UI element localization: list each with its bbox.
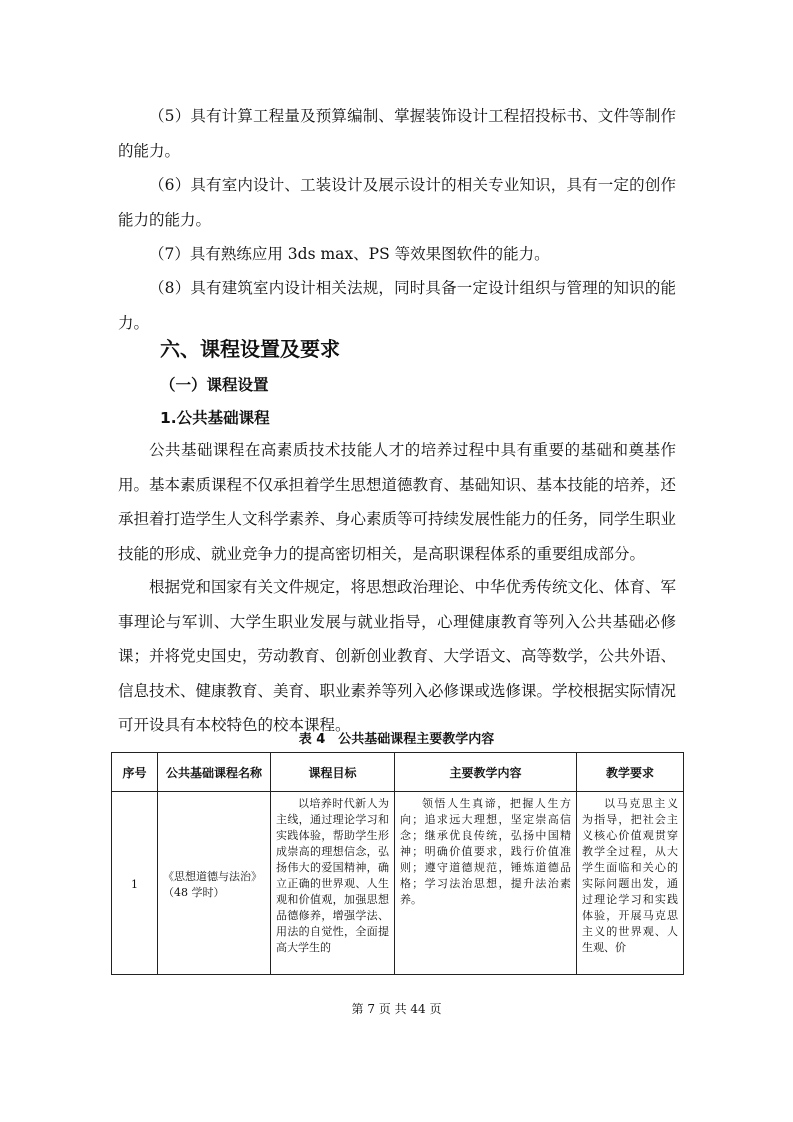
header-num: 序号 bbox=[112, 753, 158, 792]
body-paragraph-1: 公共基础课程在高素质技术技能人才的培养过程中具有重要的基础和奠基作用。基本素质课程不仅承担着学生思想道德教育、基础知识、基本技能的培养，还承担着打造学生人文科学素养、身心素质等可持续发展性能力的任务，同学生职业技能的形成、就业竞争力的提高密切相关，是高职课程体系的重要组成部分。 bbox=[118, 441, 677, 563]
cell-requirement: 以马克思主义为指导，把社会主义核心价值观贯穿教学全过程，从大学生面临和关心的实际问题出发，通过理论学习和实践体验，开展马克思主义的世界观、人生观、价 bbox=[577, 792, 684, 975]
table-caption: 表 4 公共基础课程主要教学内容 bbox=[298, 732, 495, 747]
ability-item-5: （5）具有计算工程量及预算编制、掌握装饰设计工程招投标书、文件等制作的能力。 bbox=[118, 107, 676, 160]
cell-course-name: 《思想道德与法治》（48 学时） bbox=[158, 792, 271, 975]
subsubsection-heading: 1.公共基础课程 bbox=[160, 409, 270, 427]
page-footer: 第 7 页 共 44 页 bbox=[351, 1002, 442, 1016]
course-table bbox=[111, 752, 684, 975]
header-requirement: 教学要求 bbox=[577, 753, 684, 792]
ability-item-6: （6）具有室内设计、工装设计及展示设计的相关专业知识，具有一定的创作能力的能力。 bbox=[118, 176, 676, 229]
table-header-row bbox=[112, 753, 684, 792]
cell-num: 1 bbox=[112, 792, 158, 975]
section-heading: 六、课程设置及要求 bbox=[160, 337, 340, 361]
table-row bbox=[112, 792, 684, 975]
header-content: 主要教学内容 bbox=[395, 753, 577, 792]
cell-content: 领悟人生真谛，把握人生方向；追求远大理想，坚定崇高信念；继承优良传统，弘扬中国精神；明确价值要求，践行价值准则；遵守道德规范，锤炼道德品格；学习法治思想，提升法治素养。 bbox=[395, 792, 577, 975]
header-goal: 课程目标 bbox=[271, 753, 395, 792]
ability-item-7: （7）具有熟练应用 3ds max、PS 等效果图软件的能力。 bbox=[149, 245, 550, 263]
ability-item-8: （8）具有建筑室内设计相关法规，同时具备一定设计组织与管理的知识的能力。 bbox=[118, 279, 676, 332]
body-paragraph-2: 根据党和国家有关文件规定，将思想政治理论、中华优秀传统文化、体育、军事理论与军训、大学生职业发展与就业指导，心理健康教育等列入公共基础必修课；并将党史国史，劳动教育、创新创业教育、大学语文、高等数学，公共外语、信息技术、健康教育、美育、职业素养等列入必修课或选修课。学校根据实际情况可开设具有本校特色的校本课程。 bbox=[118, 578, 677, 734]
subsection-heading: （一）课程设置 bbox=[160, 376, 269, 394]
cell-goal: 以培养时代新人为主线，通过理论学习和实践体验，帮助学生形成崇高的理想信念，弘扬伟大的爱国精神，确立正确的世界观、人生观和价值观，加强思想品德修养，增强学法、用法的自觉性，全面提高大学生的 bbox=[271, 792, 395, 975]
header-course-name: 公共基础课程名称 bbox=[158, 753, 271, 792]
